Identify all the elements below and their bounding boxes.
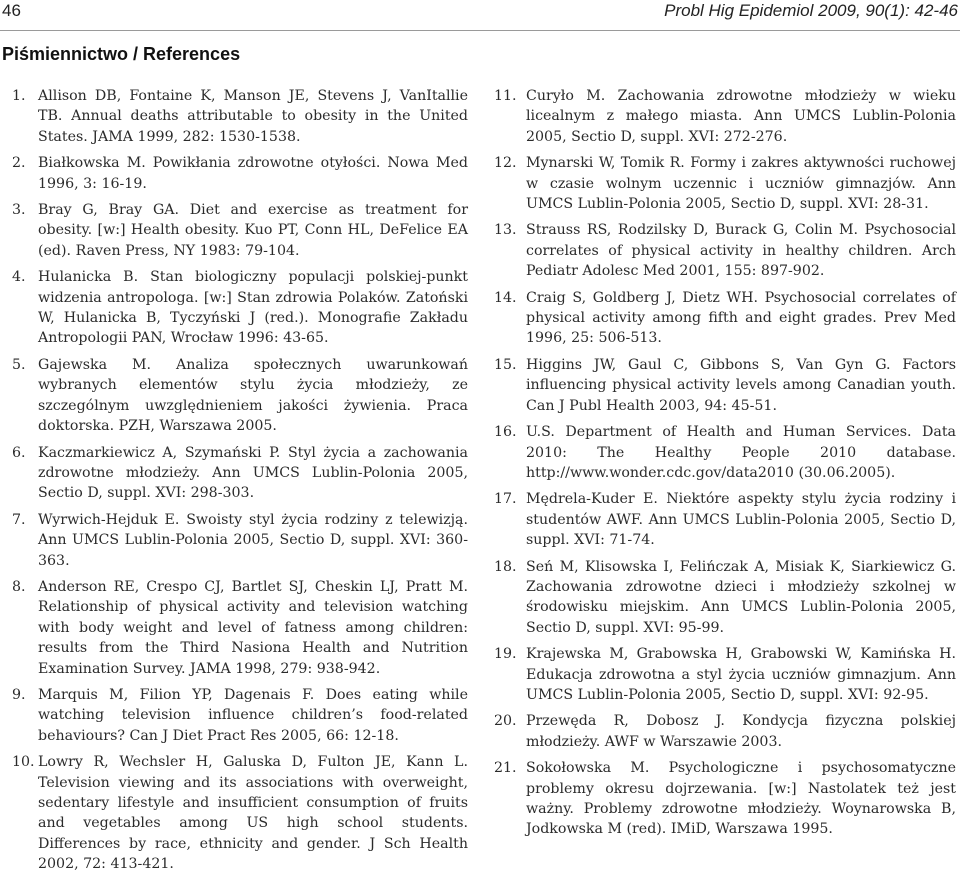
references-left-column: [12, 86, 468, 881]
reference-item: [12, 510, 468, 571]
reference-number: 1.: [12, 88, 26, 104]
reference-text: Przewęda R, Dobosz J. Kondycja fizyczna polskiej młodzieży. AWF w Warszawie 2003.: [526, 713, 956, 750]
reference-text: Seń M, Klisowska I, Felińczak A, Misiak K, Siarkiewicz G. Zachowania zdrowotne dzieci i młodzieży szkolnej w środowisku miejskim. Ann UMCS Lublin-Polonia 2005, Sectio D, suppl. XVI: 95-99.: [526, 558, 956, 636]
reference-text: Marquis M, Filion YP, Dagenais F. Does eating while watching television influence children’s food-related behaviours? Can J Diet Pract Res 2005, 66: 12-18.: [38, 686, 468, 744]
reference-text: U.S. Department of Health and Human Services. Data 2010: The Healthy People 2010 database. http://www.wonder.cdc.gov/data2010 (30.06.2005).: [526, 424, 956, 481]
reference-number: 5.: [12, 356, 26, 373]
reference-number: 11.: [494, 88, 517, 104]
reference-item: [494, 644, 956, 705]
reference-item: [494, 355, 956, 416]
reference-text: Strauss RS, Rodzilsky D, Burack G, Colin M. Psychosocial correlates of physical activity in healthy children. Arch Pediatr Adolesc Med 2001, 155: 897-902.: [526, 222, 956, 280]
reference-item: [494, 758, 956, 840]
reference-number: 19.: [494, 646, 517, 663]
reference-text: Kaczmarkiewicz A, Szymański P. Styl życia a zachowania zdrowotne młodzieży. Ann UMCS Lublin-Polonia 2005, Sectio D, suppl. XVI: 298-303.: [38, 444, 468, 502]
reference-item: [494, 422, 956, 483]
reference-text: Sokołowska M. Psychologiczne i psychosomatyczne problemy okresu dojrzewania. [w:] Nastolatek też jest ważny. Problemy zdrowotne młodzieży. Woynarowska B, Jodkowska M (red). IMiD, Warszawa 1995.: [526, 760, 956, 838]
reference-item: [494, 86, 956, 147]
reference-text: Białkowska M. Powikłania zdrowotne otyłości. Nowa Med 1996, 3: 16-19.: [38, 155, 468, 192]
reference-number: 18.: [494, 558, 517, 575]
reference-item: [494, 711, 956, 752]
reference-number: 6.: [12, 444, 26, 461]
reference-number: 20.: [494, 713, 517, 730]
reference-item: [12, 267, 468, 349]
reference-number: 8.: [12, 578, 26, 595]
page-header: [0, 0, 960, 31]
reference-text: Bray G, Bray GA. Diet and exercise as treatment for obesity. [w:] Health obesity. Kuo PT, Conn HL, DeFelice EA (ed). Raven Press, NY 1983: 79-104.: [38, 202, 468, 259]
reference-item: [12, 355, 468, 437]
references-right-column: [494, 86, 956, 846]
reference-text: Lowry R, Wechsler H, Galuska D, Fulton JE, Kann L. Television viewing and its associations with overweight, sedentary lifestyle and insufficient consumption of fruits and vegetables among US high school students. Differences by race, ethnicity and gender. J Sch Health 2002, 72: 413-421.: [38, 754, 468, 873]
reference-number: 12.: [494, 155, 517, 172]
page-number: 46: [2, 1, 21, 20]
reference-text: Curyło M. Zachowania zdrowotne młodzieży w wieku licealnym z małego miasta. Ann UMCS Lublin-Polonia 2005, Sectio D, suppl. XVI: 272-276.: [526, 88, 956, 145]
reference-item: [12, 752, 468, 874]
reference-item: [494, 489, 956, 550]
reference-item: [494, 153, 956, 214]
reference-number: 2.: [12, 155, 26, 172]
reference-item: [494, 288, 956, 349]
reference-text: Hulanicka B. Stan biologiczny populacji polskiej-punkt widzenia antropologa. [w:] Stan zdrowia Polaków. Zatoński W, Hulanicka B, Tyczyński J (red.). Monografie Zakładu Antropologii PAN, Wrocław 1996: 43-65.: [38, 269, 468, 347]
reference-text: Allison DB, Fontaine K, Manson JE, Stevens J, VanItallie TB. Annual deaths attributable to obesity in the United States. JAMA 1999, 282: 1530-1538.: [38, 88, 468, 145]
reference-text: Higgins JW, Gaul C, Gibbons S, Van Gyn G. Factors influencing physical activity levels among Canadian youth. Can J Publ Health 2003, 94: 45-51.: [526, 356, 956, 414]
reference-item: [12, 153, 468, 194]
reference-number: 9.: [12, 686, 26, 703]
reference-number: 16.: [494, 424, 517, 441]
section-title: Piśmiennictwo / References: [2, 44, 241, 64]
reference-number: 13.: [494, 222, 517, 239]
reference-number: 17.: [494, 491, 517, 508]
reference-text: Gajewska M. Analiza społecznych uwarunkowań wybranych elementów stylu życia młodzieży, ze szczególnym uwzględnieniem jakości żywienia. Praca doktorska. PZH, Warszawa 2005.: [38, 356, 468, 435]
reference-item: [12, 443, 468, 504]
reference-text: Mynarski W, Tomik R. Formy i zakres aktywności ruchowej w czasie wolnym uczennic i uczniów gimnazjów. Ann UMCS Lublin-Polonia 2005, Sectio D, suppl. XVI: 28-31.: [526, 155, 956, 213]
reference-item: [12, 685, 468, 746]
reference-item: [12, 200, 468, 261]
reference-text: Craig S, Goldberg J, Dietz WH. Psychosocial correlates of physical activity among fifth and eight grades. Prev Med 1996, 25: 506-513.: [526, 289, 956, 347]
reference-number: 21.: [494, 760, 517, 777]
reference-text: Mędrela-Kuder E. Niektóre aspekty stylu życia rodziny i studentów AWF. Ann UMCS Lublin-Polonia 2005, Sectio D, suppl. XVI: 71-74.: [526, 491, 956, 549]
reference-item: [494, 220, 956, 281]
reference-text: Anderson RE, Crespo CJ, Bartlet SJ, Cheskin LJ, Pratt M. Relationship of physical activity and television watching with body weight and level of fatness among children: results from the Third Nasiona Health and Nutrition Examination Survey. JAMA 1998, 279: 938-942.: [38, 578, 468, 677]
reference-item: [494, 557, 956, 639]
reference-item: [12, 577, 468, 679]
reference-number: 3.: [12, 202, 26, 219]
reference-number: 15.: [494, 356, 517, 373]
reference-number: 10.: [12, 754, 35, 771]
reference-text: Wyrwich-Hejduk E. Swoisty styl życia rodziny z telewizją. Ann UMCS Lublin-Polonia 2005, Sectio D, suppl. XVI: 360-363.: [38, 511, 468, 569]
reference-number: 4.: [12, 269, 26, 286]
reference-item: [12, 86, 468, 147]
reference-text: Krajewska M, Grabowska H, Grabowski W, Kamińska H. Edukacja zdrowotna a styl życia uczniów gimnazjum. Ann UMCS Lublin-Polonia 2005, Sectio D, suppl. XVI: 92-95.: [526, 646, 956, 703]
reference-number: 14.: [494, 289, 517, 306]
journal-citation: Probl Hig Epidemiol 2009, 90(1): 42-46: [664, 1, 958, 20]
reference-number: 7.: [12, 511, 26, 528]
